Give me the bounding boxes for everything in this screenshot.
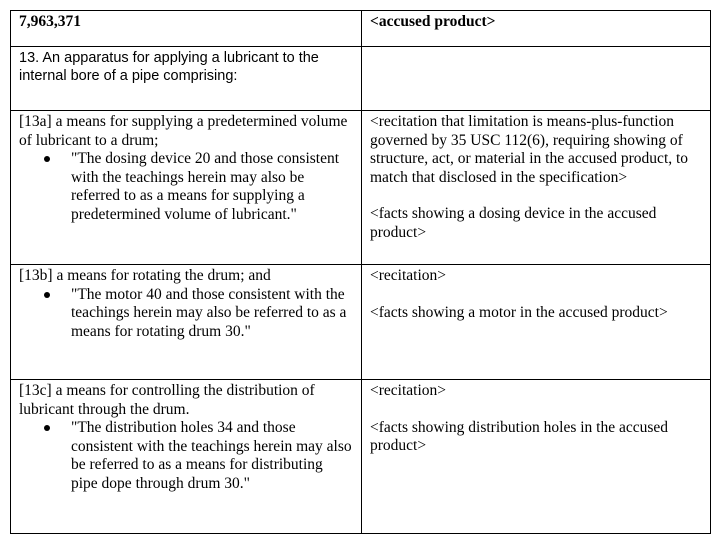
facts-text-13a: <facts showing a dosing device in the accused product>	[370, 205, 657, 241]
limitation-cell-13c	[11, 380, 362, 534]
claim-preamble: 13. An apparatus for applying a lubricant to the internal bore of a pipe comprising:	[19, 50, 319, 84]
analysis-cell-13b	[362, 265, 711, 380]
bullet-icon	[44, 425, 50, 431]
paragraph-gap	[370, 401, 702, 419]
recitation-text-13c: <recitation>	[370, 382, 447, 399]
claim-intro-right-cell	[362, 47, 711, 111]
bullet-icon	[44, 292, 50, 298]
limitation-text-13a: [13a] a means for supplying a predetermined volume of lubricant to a drum;	[19, 113, 348, 149]
header-row	[11, 11, 711, 47]
limitation-row-13c	[11, 380, 711, 534]
limitation-row-13a	[11, 111, 711, 265]
limitation-text-13b: [13b] a means for rotating the drum; and	[19, 267, 271, 284]
analysis-cell-13c	[362, 380, 711, 534]
limitation-row-13b	[11, 265, 711, 380]
paragraph-gap	[370, 286, 702, 304]
limitation-text-13c: [13c] a means for controlling the distribution of lubricant through the drum.	[19, 382, 315, 418]
spec-quote-item-13a	[71, 150, 353, 224]
spec-quote-list-13c	[19, 419, 353, 493]
spec-quote-text-13a: "The dosing device 20 and those consistent with the teachings herein may also be referred to as a means for supplying a predetermined volume of lubricant."	[71, 150, 340, 223]
paragraph-gap	[370, 187, 702, 205]
limitation-cell-13a	[11, 111, 362, 265]
spec-quote-list-13b	[19, 286, 353, 342]
claim-intro-cell	[11, 47, 362, 111]
bullet-icon	[44, 156, 50, 162]
claim-chart-table	[10, 10, 711, 534]
recitation-text-13b: <recitation>	[370, 267, 447, 284]
spec-quote-item-13c	[71, 419, 353, 493]
spec-quote-text-13b: "The motor 40 and those consistent with the teachings herein may also be referred to as a means for rotating drum 30."	[71, 285, 347, 340]
recitation-text-13a: <recitation that limitation is means-plus-function governed by 35 USC 112(6), requiring showing of structure, act, or material in the accused product, to match that disclosed in the specification>	[370, 113, 689, 186]
claim-intro-row	[11, 47, 711, 111]
spec-quote-item-13b	[71, 286, 353, 342]
accused-product-header: <accused product>	[362, 11, 711, 47]
facts-text-13c: <facts showing distribution holes in the accused product>	[370, 418, 669, 454]
facts-text-13b: <facts showing a motor in the accused product>	[370, 303, 668, 321]
spec-quote-text-13c: "The distribution holes 34 and those consistent with the teachings herein may also be referred to as a means for distributing pipe dope through drum 30."	[71, 419, 352, 492]
analysis-cell-13a	[362, 111, 711, 265]
spec-quote-list-13a	[19, 150, 353, 224]
limitation-cell-13b	[11, 265, 362, 380]
patent-number-header: 7,963,371	[11, 11, 362, 47]
